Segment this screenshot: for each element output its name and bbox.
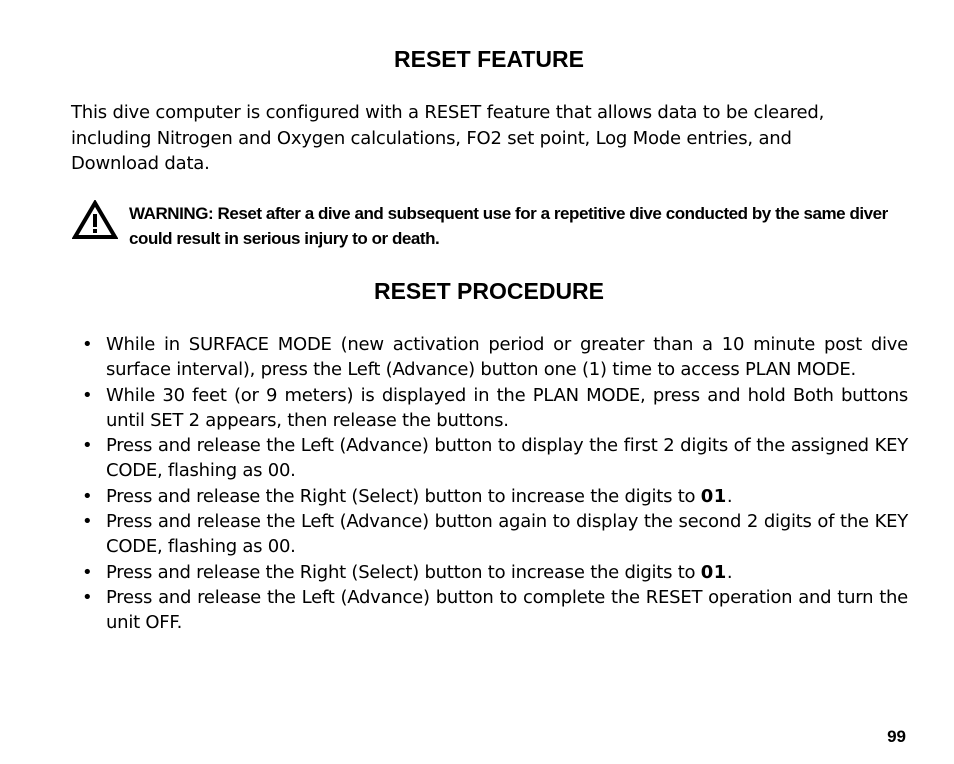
page-number: 99 xyxy=(887,727,906,746)
procedure-title: RESET PROCEDURE xyxy=(373,278,605,304)
list-item xyxy=(78,484,908,509)
step-text: Press and release the Left (Advance) button to display the first 2 digits of the assigned KEY CODE, flashing as 00. xyxy=(106,435,908,482)
list-item xyxy=(78,383,908,434)
bullet: • xyxy=(82,384,93,406)
step-end: . xyxy=(726,485,733,507)
key-code-value: 01 xyxy=(700,561,727,583)
step-text: While in SURFACE MODE (new activation period or greater than a 10 minute post dive surface interval), press the Left (Advance) button one (1) time to access PLAN MODE. xyxy=(106,334,908,381)
section-title: RESET FEATURE xyxy=(394,46,584,72)
step-text: Press and release the Right (Select) button to increase the digits to xyxy=(106,561,701,583)
bullet: • xyxy=(82,485,93,507)
bullet: • xyxy=(82,511,93,533)
step-text: Press and release the Right (Select) button to increase the digits to xyxy=(106,485,701,507)
warning-block xyxy=(72,200,912,252)
list-item xyxy=(78,433,908,484)
list-item xyxy=(78,560,908,585)
bullet: • xyxy=(82,435,93,457)
key-code-value: 01 xyxy=(700,485,727,507)
step-text: Press and release the Left (Advance) button again to display the second 2 digits of the KEY CODE, flashing as 00. xyxy=(106,511,908,558)
list-item xyxy=(78,509,908,560)
step-end: . xyxy=(726,561,733,583)
intro-paragraph: This dive computer is configured with a RESET feature that allows data to be cleared, including Nitrogen and Oxygen calculations, FO2 set point, Log Mode entries, and Download data. xyxy=(71,102,825,174)
bullet: • xyxy=(82,586,93,608)
step-text: While 30 feet (or 9 meters) is displayed in the PLAN MODE, press and hold Both buttons until SET 2 appears, then release the buttons. xyxy=(106,384,908,431)
bullet: • xyxy=(82,334,93,355)
step-text: Press and release the Left (Advance) button to complete the RESET operation and turn the unit OFF. xyxy=(106,586,908,634)
bullet: • xyxy=(82,561,93,583)
procedure-list xyxy=(78,332,908,636)
warning-triangle-icon xyxy=(72,200,118,240)
list-item xyxy=(78,585,908,636)
list-item xyxy=(78,332,908,383)
warning-text: WARNING: Reset after a dive and subsequent use for a repetitive dive conducted by the same diver could result in serious injury to or death. xyxy=(129,204,888,248)
